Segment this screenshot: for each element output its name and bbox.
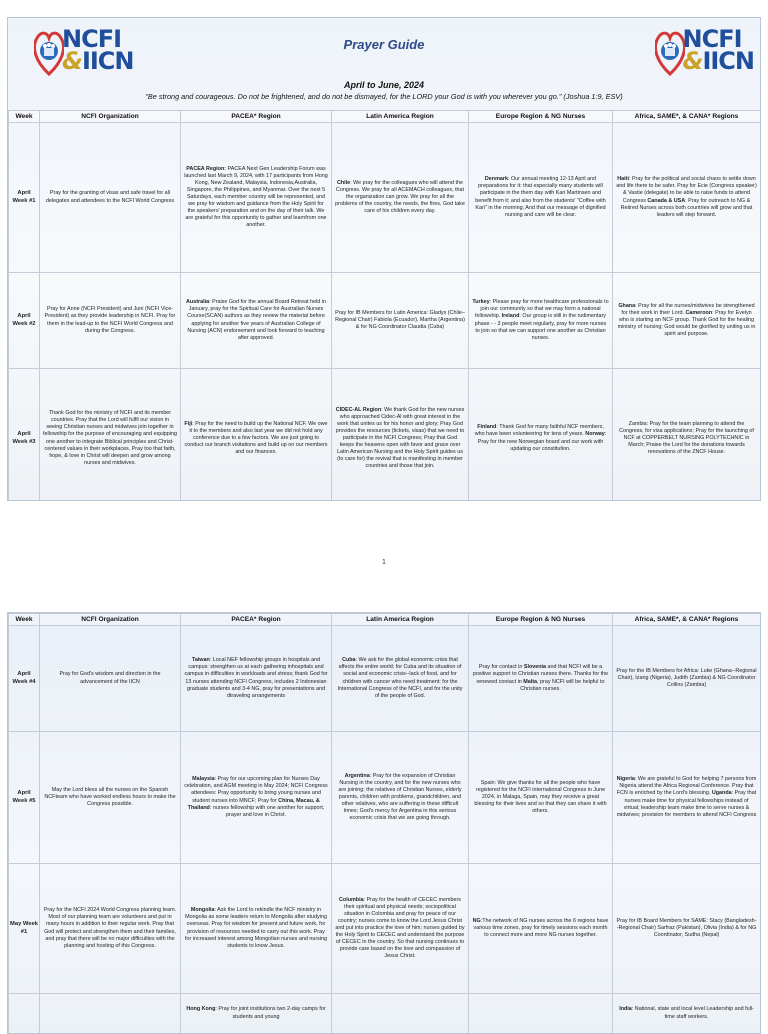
europe-cell [469, 123, 613, 273]
country-label: Hong Kong [186, 1006, 216, 1013]
prayer-text: Zambia: Pray for the team planning to attend the Congress, for visa applications; Pray for the launching of NCF at COPPERBELT NURSING POLYTECHNIC in March; Praise the Lord for the donations towards renovations of the ZNCF House. [619, 420, 754, 456]
country-label: Nigeria [616, 776, 635, 783]
logo-iicn-text: IICN [702, 47, 754, 75]
prayer-text: Pray for the IB Members for Africa: Luke (Ghana--Regional Chair), Izang (Nigeria), Judith (Zambia) & NG Coordinator Collins (Zambia) [616, 667, 757, 689]
africa-cell [613, 369, 761, 502]
country-label: NG [472, 917, 481, 924]
prayer-text: : Pray for joint institutions two 2-day camps for students and young [215, 1006, 326, 1020]
prayer-table-page-1 [8, 110, 761, 501]
table-row [9, 369, 761, 502]
africa-cell [613, 123, 761, 273]
logo-wordmark [682, 25, 755, 75]
europe-cell [469, 864, 613, 994]
table-header-row [9, 111, 761, 123]
prayer-text: : Pray for all the nurses/midwives be strengthened for their work in their Lord. [621, 302, 755, 316]
country-label: Cameroon [685, 309, 713, 316]
week-cell: April Week #4 [9, 626, 40, 732]
africa-cell [613, 864, 761, 994]
ncfi-header: NCFI Organization [40, 111, 181, 123]
table-header-row [9, 614, 761, 626]
week-cell [9, 994, 40, 1034]
week-cell: April Week #2 [9, 273, 40, 369]
logo-ncfi-text: NCFI [62, 25, 122, 53]
prayer-text: : We pray for the colleagues who will attend the Congress. We pray for all ACEMACH colleagues, that the organization can grow. We pray for all the problems of the country, the needs, the fires, God take care of his children every day. [335, 179, 465, 215]
prayer-text: : Our annual meeting 12-13 April and preparations for it: that especially many students will participate in the them day with Kari Martinsen and benefit from it; and also from the students' "Coffee with Kari" in the morning; And that our message of dignified nursing and care will be clear. [475, 176, 606, 218]
prayer-text: : Pray for outreach to NG & Retired Nurses across both countries will grow and that leaders will step forward. [620, 197, 753, 218]
prayer-text: : National, state and local level Leadership and full-time staff workers. [631, 1006, 754, 1020]
country-label: Ghana [618, 302, 636, 309]
africa-cell [613, 273, 761, 369]
prayer-text: and that NCFI will be a positive support to Christian nurses there. Thanks for the renewed contact in [472, 664, 609, 685]
country-label: Columbia [339, 896, 364, 903]
prayer-text: Thank God for the ministry of NCFI and its member countries. Pray that the Lord will fulfil our vision in seeing Christian nurses and midwives join together in fellowship for the purpose of encouraging and equipping one another to integrate Biblical principles and Christ-centered values in their workplaces. Pray too that faith, hope, & love in Christ will deepen and grow among nurses and midwives. [43, 410, 177, 466]
date-range: April to June, 2024 [343, 80, 425, 90]
europe-cell [469, 273, 613, 369]
pacea-cell [181, 732, 332, 864]
country-label: Ireland [501, 313, 520, 320]
pacea-cell [181, 626, 332, 732]
prayer-text: : Pray for the health of CECEC members their spiritual and physical needs; sociopolitical situation in Colombia and pray for peace of our country; nurses come to know the Lord Jesus Christ and put into practice the love of him; nurses guided by the Holy Spirit to CECEC and understand the purpose of CECEC in the country. So that nursing continues to provide care based on the love and compassion of Jesus Christ. [335, 896, 465, 960]
prayer-text: Pray for Anne (NCFI President) and Juni (NCFI Vice-President) as they provide leadership in NCFI. Pray for them in the lead-up to the NCFI World Congress and during the Congress. [44, 306, 176, 334]
africa-cell [613, 732, 761, 864]
guide-page-2 [7, 612, 761, 1034]
prayer-text: , pray NCFI will be helpful to Christian nurses. [520, 678, 605, 692]
pacea-cell [181, 123, 332, 273]
latin-america-cell [332, 732, 469, 864]
prayer-text: Pray for the NCFI 2024 World Congress planning team. Most of our planning team are volunteers and put in many hours in addition to their regular work. Pray that God will protect and strengthen them and their families, and pray that there will be no major difficulties with the planning and hosting of this Congress. [43, 907, 177, 949]
africa-header: Africa, SAME*, & CANA* Regions [613, 111, 761, 123]
prayer-text: : Please pray for more healthcare professionals to join our community so that we may form a national fellowship. [475, 299, 609, 320]
logo-iicn-text: IICN [81, 47, 134, 75]
guide-page-1 [7, 17, 761, 501]
prayer-table-page-2 [8, 613, 761, 1034]
prayer-text: : Pray for Evelyn who is starting an NCF group. Thank God for the healing ministry of nursing; God would be glorified by uniting us in spirit and purpose. [617, 309, 756, 338]
country-label: Australia [186, 299, 210, 306]
country-label: India [619, 1006, 632, 1013]
country-label: Taiwan [191, 657, 210, 664]
logo-ncfi-text: NCFI [682, 25, 742, 53]
table-body [9, 123, 761, 502]
europe-cell [469, 626, 613, 732]
europe-header: Europe Region & NG Nurses [469, 111, 613, 123]
week-cell: May Week #1 [9, 864, 40, 994]
country-label: Mongolia [190, 907, 215, 914]
logo-ampersand: & [62, 47, 82, 75]
ncfi-cell [40, 123, 181, 273]
latin-america-cell [332, 626, 469, 732]
country-label: Norway [585, 431, 605, 438]
prayer-text: May the Lord bless all the nurses on the Spanish NCFteam who have worked endless hours to make the Congress possible. [44, 786, 176, 808]
prayer-text: : Pray for the new Norwegian board and our work with updating our constitution. [477, 431, 607, 452]
prayer-text: : We are grateful to God for helping 7 persons from Nigeria attend the Africa Regional Conference. Pray that FCN is enriched by the Lord's blessing. [616, 776, 757, 797]
prayer-text: : Pray for the need to build up the National NCF. We owe it to the members and also last year we did not hold any conference due to a few factors. We are just going to conduct our branch visitations and build up on our members and our finances. [184, 420, 328, 456]
prayer-text: Pray for IB Members for Latin America: Gladys (Chile–Regional Chair) Fabiola (Ecuador), Martha (Argentina) & for NG Coordinator Claudia (Cuba) [335, 309, 465, 331]
europe-cell [469, 994, 613, 1034]
page-title: Prayer Guide [343, 37, 425, 52]
ncfi-cell [40, 864, 181, 994]
country-label: Argentina [344, 772, 370, 779]
country-label: Malta [523, 678, 538, 685]
latin-america-header: Latin America Region [332, 111, 469, 123]
table-body [9, 626, 761, 1034]
africa-cell [613, 994, 761, 1034]
prayer-text: : Local NEF fellowship groups in hospitals and campus: strengthen us at each gathering inhospitals and campus in difficulties in workloads and stress; thank God for 13 nurses attending NCFI Congress, includes 2 Indonesian graduate students and 3-4 NG, pray for presentations and dtraveling arrangements [184, 657, 328, 699]
guide-header [8, 18, 760, 110]
pacea-header: PACEA* Region [181, 111, 332, 123]
prayer-text: PACEA Next Gen Leadership Forum was launched last March 9, 2024, with 17 participants from Hong Kong, New Zealand, Malaysia, Indonesia,Australia, Singapore, the Philippines, and Myanmar. Over the next 5 Saturdays, each member country will be represented, and we pray for wisdom and guidance from the Holy Spirit for the speakers' preparation and on the day of their talk. We are grateful for this opportunity to gather and learnfrom one another. [184, 165, 328, 229]
prayer-text: : Our group is still in the rudimentary phase - - 3 people meet regularly, pray for more nurses to join so that we can support one another as Christian nurses. [474, 313, 607, 341]
country-label: Fiji [184, 420, 193, 427]
country-label: China, Macau, & Thailand [187, 797, 320, 811]
heart-globe-icon [655, 24, 685, 76]
europe-header: Europe Region & NG Nurses [469, 614, 613, 626]
prayer-text: : Pray that nurses make time for physical fellowships instead of virtual; leadership team make time to serve nurses & midwives; provision for members to attend NCFI Congress [616, 790, 757, 818]
table-row [9, 732, 761, 864]
ncfi-cell [40, 994, 181, 1034]
ncfi-cell [40, 626, 181, 732]
ncfi-cell [40, 732, 181, 864]
country-label: Turkey [472, 299, 490, 306]
country-label: PACEA Region: [186, 165, 227, 172]
prayer-text: Pray for God's wisdom and direction in the advancement of the IICN [59, 671, 161, 685]
africa-cell [613, 626, 761, 732]
country-label: Chile [336, 179, 351, 186]
logo-ampersand: & [682, 47, 703, 75]
latin-america-cell [332, 369, 469, 502]
ncfi-header: NCFI Organization [40, 614, 181, 626]
pacea-cell [181, 994, 332, 1034]
country-label: Slovenia [523, 664, 547, 671]
country-label: Cuba [342, 657, 356, 664]
scripture-verse: "Be strong and courageous. Do not be frightened, and do not be dismayed, for the LORD your God is with you wherever you go." (Joshua 1:9, ESV) [145, 92, 623, 101]
week-cell: April Week #3 [9, 369, 40, 502]
prayer-text: : Praise God for the annual Board Retreat held in January, pray for the Spiritual Care for Australian Nurses Course(SCAN) authors as they review the material before applying for another five years of Australian College of Nursing (ACN) endorsement and look forward to teaching after approved. [187, 299, 326, 341]
country-label: Haiti [617, 176, 629, 183]
country-label: Malaysia [192, 776, 215, 783]
ncfi-cell [40, 369, 181, 502]
prayer-text: : Thank God for many faithful NCF members, who have been volunteering for tens of years. [474, 424, 604, 438]
latin-america-cell [332, 123, 469, 273]
prayer-text: : Pray for our upcoming plan for Nurses Day celebration, and AGM meeting in May 2024; NCFI Congress attendees: Pray opportunity to bring young nurses and student nurses into MNCF; Pray for [184, 776, 328, 804]
pacea-cell [181, 864, 332, 994]
prayer-text: : nurses fellowship with one another for support, prayer and love in Christ. [209, 804, 325, 818]
table-row [9, 626, 761, 732]
latin-america-header: Latin America Region [332, 614, 469, 626]
pacea-cell [181, 369, 332, 502]
country-label: Canada & USA [647, 197, 686, 204]
ncfi-cell [40, 273, 181, 369]
pacea-cell [181, 273, 332, 369]
week-cell: April Week #5 [9, 732, 40, 864]
pacea-header: PACEA* Region [181, 614, 332, 626]
prayer-text: Pray for IB Board Members for SAME: Stacy (Bangladesh--Regional Chair) Sarfraz (Pakistan), Olivia (India) & for NG Coordinator, Sudha (Nepal) [616, 917, 757, 939]
prayer-text: : Pray for the political and social chaos to settle down and life there to be safer. Pray for Ecie (Congress speaker) & Vastie (delegate) to be able to raise funds to attend Congress [616, 176, 757, 204]
prayer-text: : We thank God for the new nurses who approached Cidec-Al with great interest in the work that unites us for his honor and glory; Pray God provides the resources (tickets, visas) that we need to participate in the NCFI Congress; Pray that God keeps the heavens open with favor and grace over Latin American Nursing and the Holy Spirit guides us (to care for) the revival that is manifesting in member countries and those that join. [335, 406, 465, 470]
week-header: Week [9, 111, 40, 123]
prayer-text: : We ask for the global economic crisis that affects the entire world; for Cuba and its situation of social and economic crisis--lack of food, and for children with cancer who need treatment; for the International Congress of the NCFI, and for the unity of the people of God. [337, 657, 463, 699]
country-label: Finland [477, 424, 497, 431]
prayer-text: : Ask the Lord to rekindle the NCF ministry in Mongolia as some leaders return to Mongolia after studying overseas. Pray for wisdom for present and future work, for provision of resources needed to carry out this work. Pray for increased interest among Mongolian nurses and nursing students to know Jesus. [184, 907, 328, 949]
latin-america-cell [332, 994, 469, 1034]
latin-america-cell [332, 273, 469, 369]
prayer-text: Pray for contact in [478, 664, 524, 671]
country-label: CIDEC-AL Region [335, 406, 382, 413]
prayer-text: :The network of NG nurses across the 6 regions have various time zones, pray for timely sessions each month to connect more and more NG nurses together. [473, 917, 609, 939]
table-row [9, 864, 761, 994]
table-row [9, 273, 761, 369]
table-row [9, 123, 761, 273]
africa-header: Africa, SAME*, & CANA* Regions [613, 614, 761, 626]
week-header: Week [9, 614, 40, 626]
prayer-text: Pray for the granting of visas and safe travel for all delegates and attendees to the NCFI World Congress [45, 190, 175, 204]
latin-america-cell [332, 864, 469, 994]
prayer-text: : Pray for the expansion of Christian Nursing in the country, and for the new nurses who are joining; the relatives of Christian Nurses, elderly parents, children with problems, grandchildren, and other relatives, who are suffering in these difficult times; God's mercy for Argentina in this serious economic crisis that we are going through. [338, 772, 462, 822]
week-cell: April Week #1 [9, 123, 40, 273]
europe-cell [469, 369, 613, 502]
prayer-text: Spain: We give thanks for all the people who have registered for the NCFI international Congress in June 2024, in Malaga, Spain, may they receive a great blessing for their lives and so that they can share it with others. [474, 779, 607, 815]
ncfi-iicn-logo-right [655, 24, 755, 76]
country-label: Denmark [484, 176, 508, 183]
country-label: Uganda [711, 790, 732, 797]
page-number: 1 [382, 559, 386, 566]
europe-cell [469, 732, 613, 864]
table-row [9, 994, 761, 1034]
